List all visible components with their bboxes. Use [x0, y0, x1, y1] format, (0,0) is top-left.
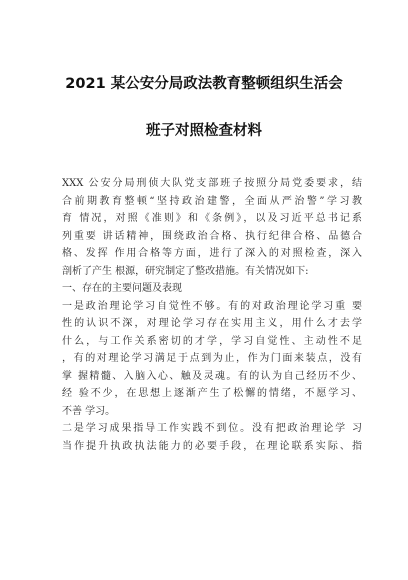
body-line: 掌 握精髓、入脑入心、触及灵魂。有的认为自己经历不少、 — [62, 370, 362, 382]
body-line: 当作提升执政执法能力的必要手段，在理论联系实际、指 — [62, 440, 362, 452]
body-line: 不善 学习。 — [62, 405, 116, 417]
body-line: XXX 公安分局刑侦大队党支部班子按照分局党委要求，结 — [62, 178, 362, 189]
body-line: 二是学习成果指导工作实践不到位。没有把政治理论学 习 — [62, 423, 362, 434]
document-body — [62, 175, 362, 455]
body-line: ，有的对理论学习满足于点到为止，作为门面来装点，没有 — [62, 353, 362, 364]
document-subtitle: 班子对照检查材料 — [146, 123, 262, 139]
document-title: 2021 某公安分局政法教育整顿组织生活会 — [65, 76, 343, 92]
body-line: 性的认识不深，对理论学习存在实用主义，用什么才去学 — [62, 318, 362, 329]
body-line: 育 情况，对照《准则》和《条例》，以及习近平总书记系 — [62, 213, 362, 224]
body-line: 剖析了产生 根源，研究制定了整改措施。有关情况如下: — [62, 265, 309, 277]
body-line: 一是政治理论学习自觉性不够。有的对政治理论学习重 要 — [62, 300, 362, 312]
body-line: 列重要 讲话精神，围绕政治合格、执行纪律合格、品德合 — [62, 230, 362, 242]
body-line: 合前期教育整顿“坚持政治建警，全面从严治警”学习教 — [62, 195, 362, 207]
body-line: 格、发挥 作用合格等方面，进行了深入的对照检查，深入 — [62, 248, 362, 259]
body-line: 一、存在的主要问题及表现 — [62, 283, 182, 294]
body-line: 经 验不少，在思想上逐渐产生了松懈的情绪，不愿学习、 — [62, 388, 362, 399]
body-line: 什么，与工作关系密切的才学，学习自觉性、主动性不足 — [62, 335, 362, 347]
